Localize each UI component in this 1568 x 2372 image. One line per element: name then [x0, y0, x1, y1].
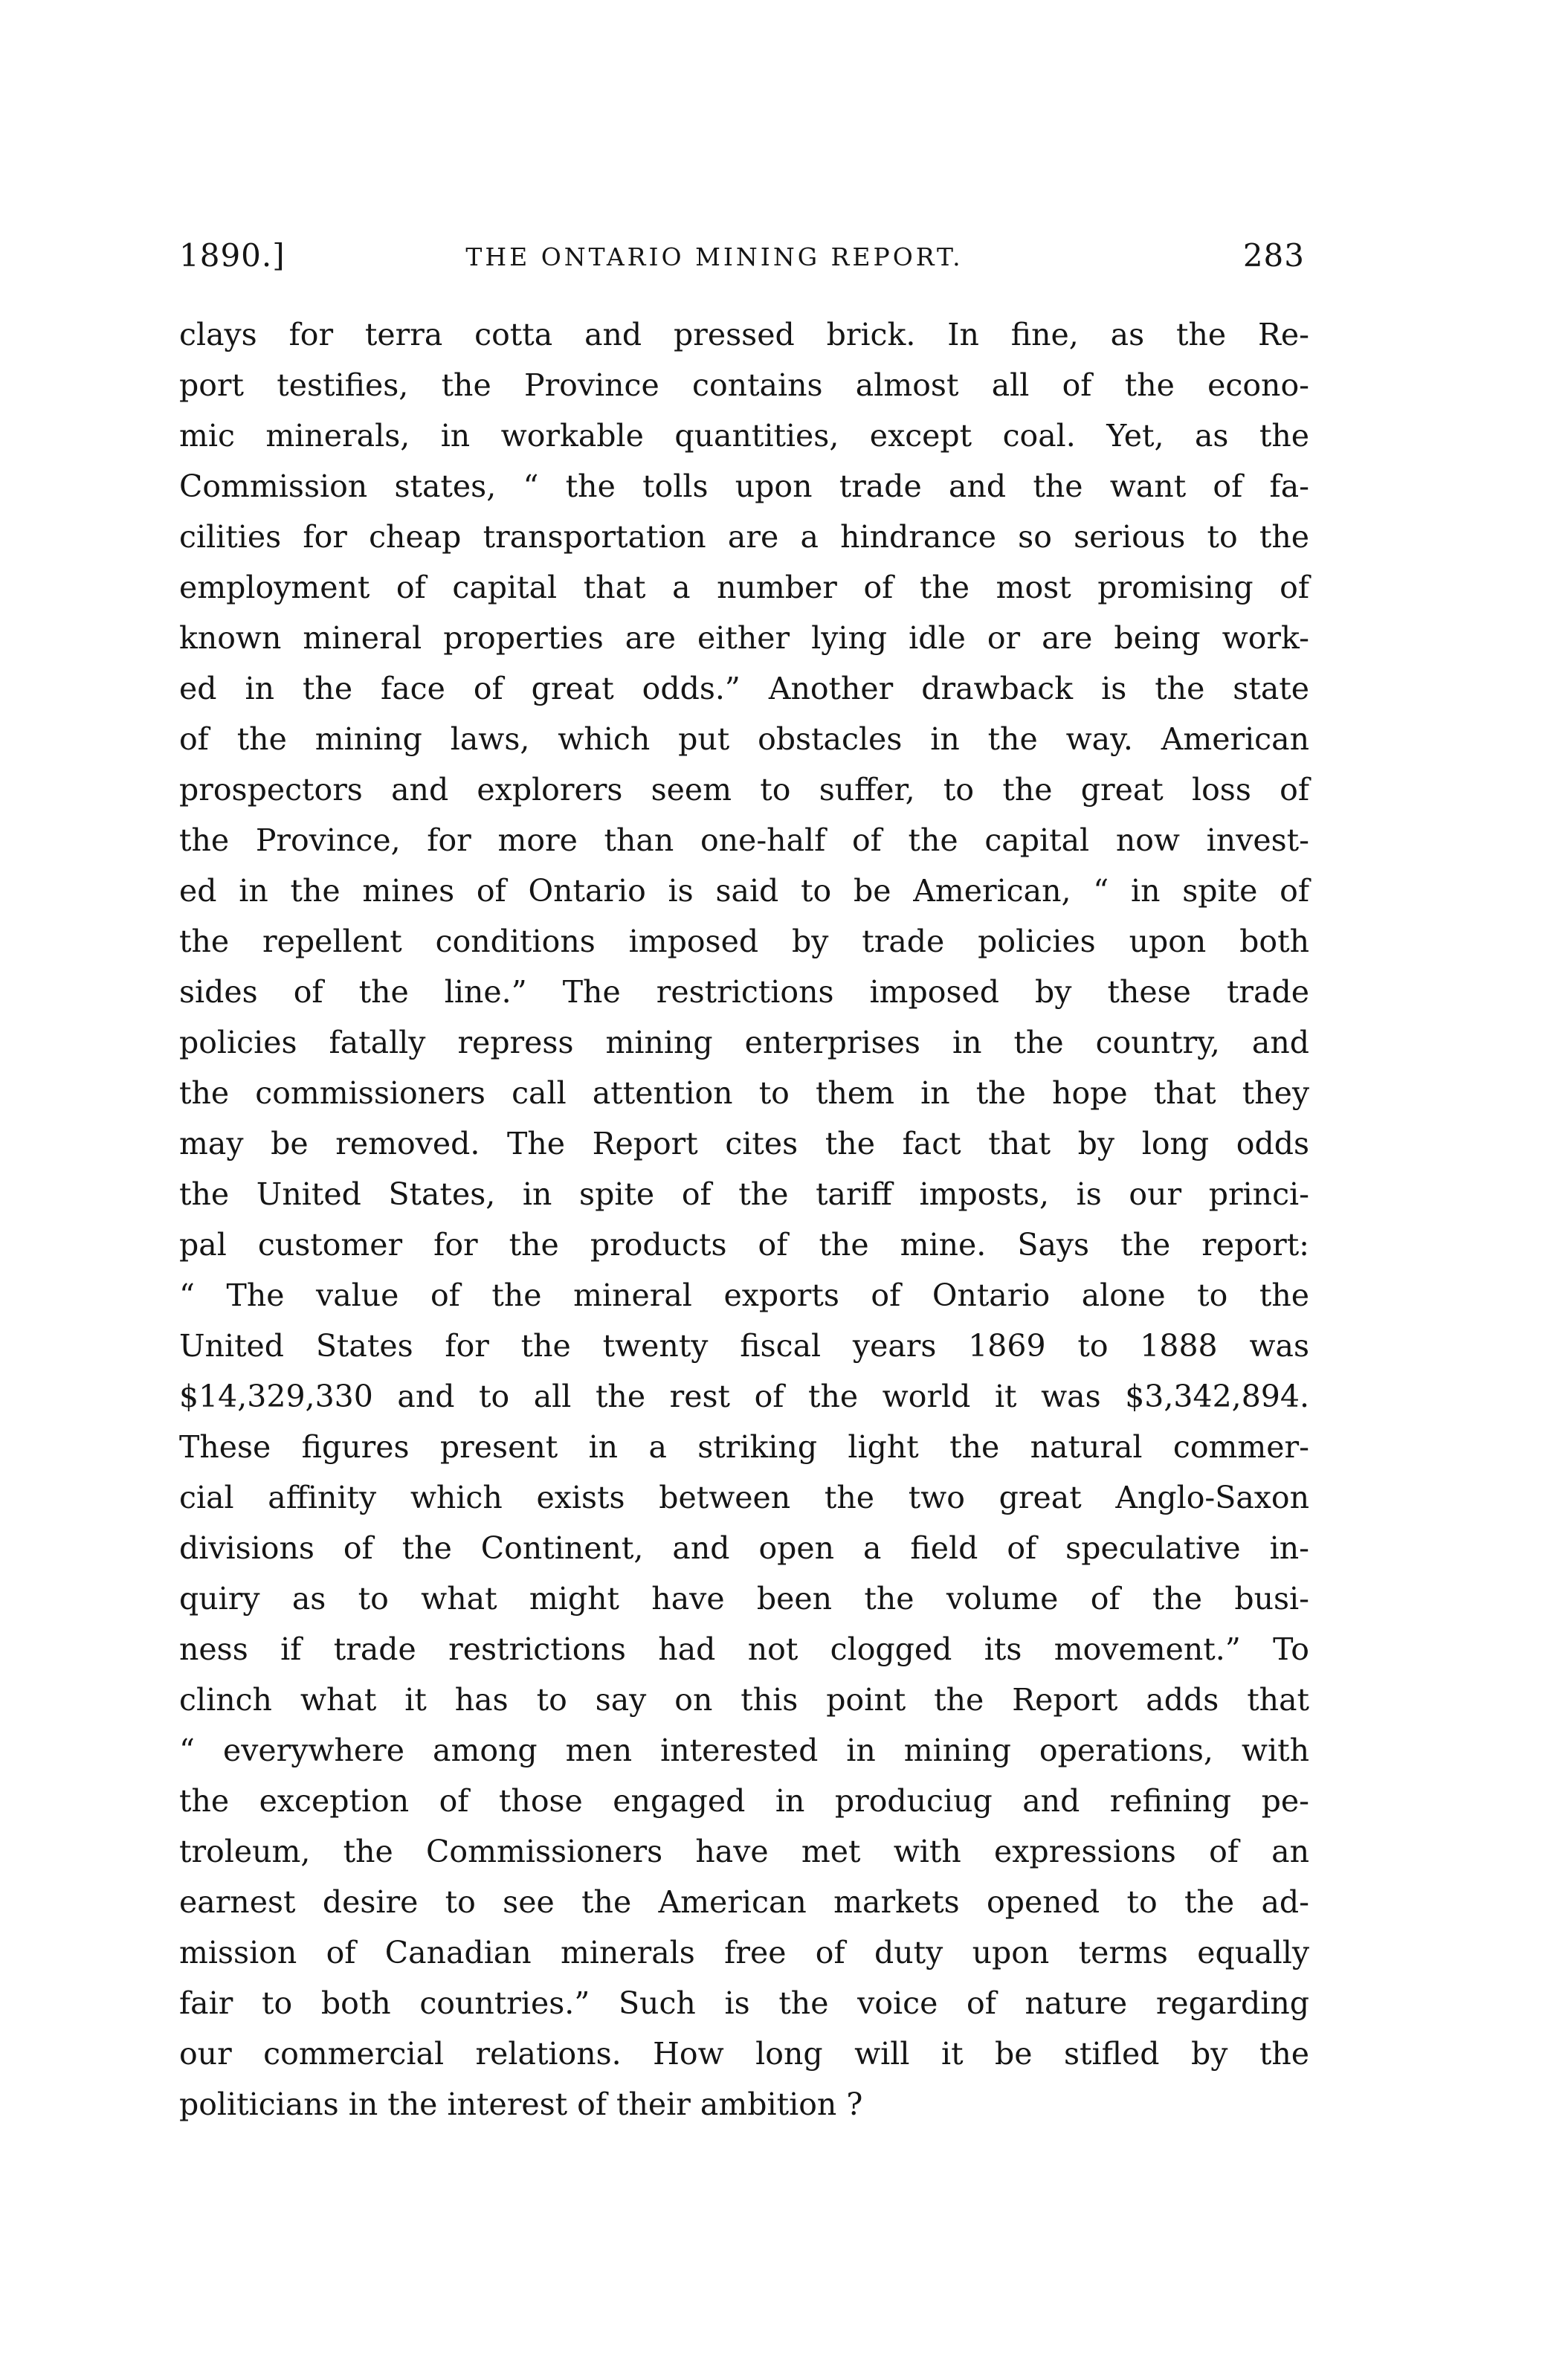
text-line: the exception of those engaged in produciug and refining pe-: [179, 1783, 1309, 1819]
text-line: prospectors and explorers seem to suffer, to the great loss of: [179, 772, 1309, 808]
text-line: “ The value of the mineral exports of Ontario alone to the: [179, 1277, 1309, 1313]
page-number: 283: [1242, 237, 1305, 274]
text-line: employment of capital that a number of the most promising of: [179, 570, 1309, 605]
text-line: sides of the line.” The restrictions imposed by these trade: [179, 974, 1309, 1010]
header-year: 1890.]: [179, 237, 285, 274]
text-line: port testifies, the Province contains almost all of the econo-: [179, 367, 1309, 403]
text-line: known mineral properties are either lying idle or are being work-: [179, 620, 1309, 656]
text-line: the commissioners call attention to them in the hope that they: [179, 1075, 1309, 1111]
text-line: $14,329,330 and to all the rest of the world it was $3,342,894.: [179, 1379, 1309, 1414]
text-line: fair to both countries.” Such is the voice of nature regarding: [179, 1985, 1309, 2021]
text-line: the repellent conditions imposed by trade policies upon both: [179, 924, 1309, 959]
text-line: ed in the mines of Ontario is said to be American, “ in spite of: [179, 873, 1309, 909]
text-line: divisions of the Continent, and open a field of speculative in-: [179, 1530, 1309, 1566]
body-paragraph: [179, 309, 1309, 2130]
text-line: cilities for cheap transportation are a hindrance so serious to the: [179, 519, 1309, 555]
text-line: ed in the face of great odds.” Another drawback is the state: [179, 671, 1309, 706]
text-line: ness if trade restrictions had not clogged its movement.” To: [179, 1631, 1309, 1667]
text-line: policies fatally repress mining enterprises in the country, and: [179, 1025, 1309, 1060]
text-line: cial affinity which exists between the two great Anglo-Saxon: [179, 1480, 1309, 1515]
text-line: clinch what it has to say on this point the Report adds that: [179, 1682, 1309, 1718]
text-line: Commission states, “ the tolls upon trade and the want of fa-: [179, 468, 1309, 504]
text-line: pal customer for the products of the mine. Says the report:: [179, 1227, 1309, 1263]
text-line: mic minerals, in workable quantities, except coal. Yet, as the: [179, 418, 1309, 454]
text-line: earnest desire to see the American markets opened to the ad-: [179, 1884, 1309, 1920]
running-title: THE ONTARIO MINING REPORT.: [465, 242, 964, 271]
text-line: our commercial relations. How long will it be stifled by the: [179, 2036, 1309, 2072]
text-line: the Province, for more than one-half of the capital now invest-: [179, 822, 1309, 858]
text-line: politicians in the interest of their ambition ?: [179, 2086, 863, 2122]
text-line: may be removed. The Report cites the fact that by long odds: [179, 1126, 1309, 1161]
page-header: [179, 236, 1305, 281]
text-line: the United States, in spite of the tariff imposts, is our princi-: [179, 1176, 1309, 1212]
text-line: These figures present in a striking light the natural commer-: [179, 1429, 1309, 1465]
text-line: of the mining laws, which put obstacles in the way. American: [179, 721, 1309, 757]
text-line: United States for the twenty fiscal years 1869 to 1888 was: [179, 1328, 1309, 1364]
text-line: clays for terra cotta and pressed brick. In fine, as the Re-: [179, 317, 1309, 352]
text-line: troleum, the Commissioners have met with expressions of an: [179, 1834, 1309, 1869]
text-line: mission of Canadian minerals free of duty upon terms equally: [179, 1935, 1309, 1970]
text-line: “ everywhere among men interested in mining operations, with: [179, 1733, 1309, 1768]
text-line: quiry as to what might have been the volume of the busi-: [179, 1581, 1309, 1617]
